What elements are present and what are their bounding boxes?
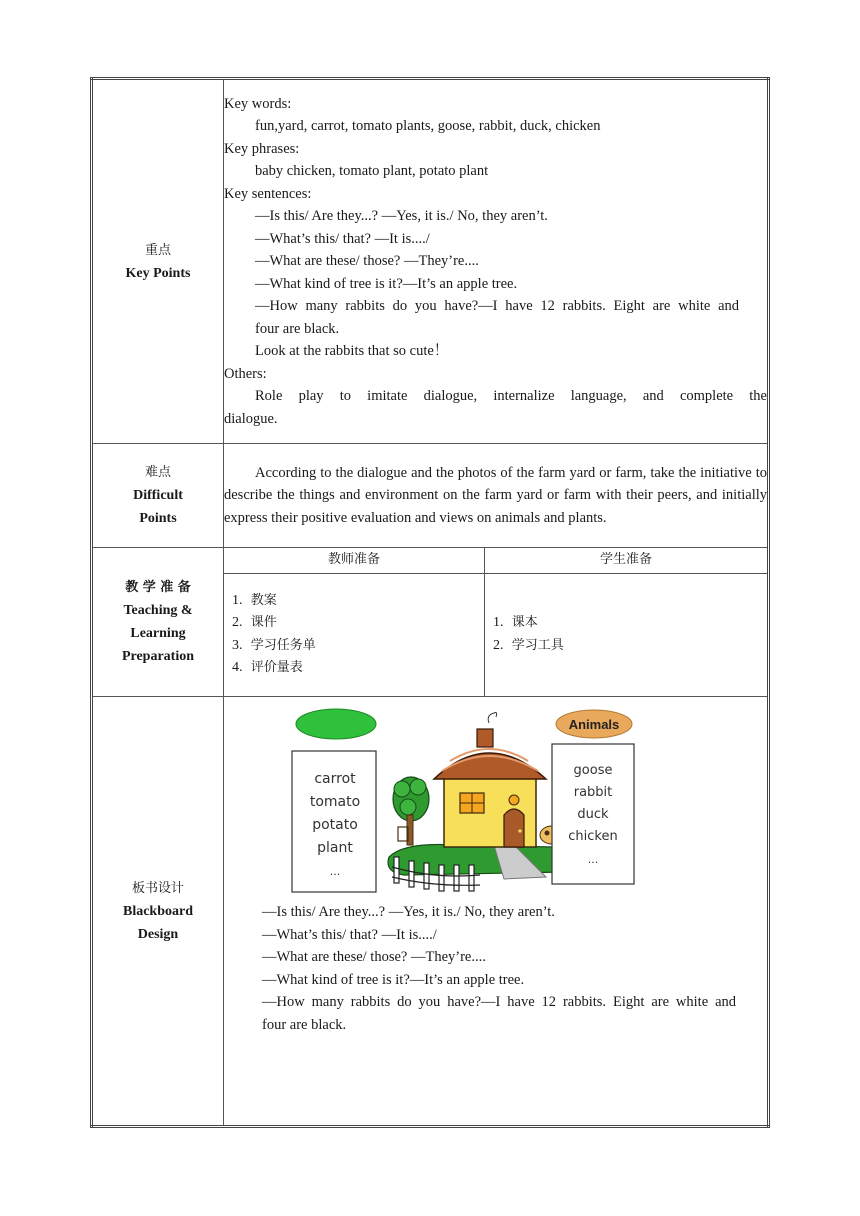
plants-word: plant xyxy=(317,840,353,856)
blackboard-row xyxy=(92,697,769,1127)
plants-word: ... xyxy=(329,865,341,878)
plants-word: carrot xyxy=(314,771,356,787)
list-item: 3. 学习任务单 xyxy=(232,637,316,653)
plants-oval xyxy=(296,709,376,739)
difficult-points-label xyxy=(92,444,224,548)
key-phrases-text: baby chicken, tomato plant, potato plant xyxy=(255,163,489,180)
animals-word: rabbit xyxy=(573,785,613,800)
blackboard-label-en: Design xyxy=(137,926,179,942)
blackboard-label-cn: 板书设计 xyxy=(131,880,184,896)
key-sentence: four are black. xyxy=(255,320,340,337)
key-points-content xyxy=(224,79,769,444)
list-item: 1. 教案 xyxy=(232,592,277,608)
key-phrases-heading: Key phrases: xyxy=(224,140,300,157)
blackboard-sentence: —What are these/ those? —They’re.... xyxy=(262,949,486,965)
others-line: Role play to imitate dialogue, internalize language, and complete the xyxy=(255,388,767,405)
blackboard-sentence: —How many rabbits do you have?—I have 12 rabbits. Eight are white and xyxy=(262,994,736,1010)
blackboard-sentence: —What kind of tree is it?—It’s an apple tree. xyxy=(262,971,525,988)
animals-word: duck xyxy=(577,807,609,822)
key-sentence: Look at the rabbits that so cute！ xyxy=(255,343,449,360)
key-points-row xyxy=(92,79,769,444)
plants-word: tomato xyxy=(309,794,361,810)
key-words-text: fun,yard, carrot, tomato plants, goose, rabbit, duck, chicken xyxy=(255,118,601,135)
blackboard-sentence: four are black. xyxy=(262,1016,347,1033)
key-words-heading: Key words: xyxy=(224,95,292,112)
teacher-prep-list xyxy=(224,573,485,696)
key-points-label-en: Key Points xyxy=(125,265,191,281)
blackboard-sentences xyxy=(262,901,736,1036)
preparation-content xyxy=(224,548,769,697)
animals-title: Animals xyxy=(568,717,620,732)
animals-word: goose xyxy=(573,763,613,778)
key-sentence: —What’s this/ that? —It is..../ xyxy=(255,230,430,247)
list-item: 4. 评价量表 xyxy=(232,660,303,676)
preparation-label-en: Preparation xyxy=(121,649,195,664)
key-sentence: —What kind of tree is it?—It’s an apple tree. xyxy=(255,275,518,292)
student-prep-heading: 学生准备 xyxy=(485,548,768,573)
key-sentence: —What are these/ those? —They’re.... xyxy=(255,253,479,270)
list-item: 1. 课本 xyxy=(493,615,538,631)
animals-word: ... xyxy=(587,853,599,866)
others-line: dialogue. xyxy=(224,410,278,427)
key-sentences-heading: Key sentences: xyxy=(224,185,312,202)
blackboard-label xyxy=(92,697,224,1127)
animals-word: chicken xyxy=(568,829,618,844)
blackboard-label-en: Blackboard xyxy=(122,903,193,919)
difficult-points-row xyxy=(92,444,769,548)
preparation-subtable xyxy=(224,548,767,696)
key-sentence: —How many rabbits do you have?—I have 12 rabbits. Eight are white and xyxy=(255,298,739,315)
blackboard-sentence: —What’s this/ that? —It is..../ xyxy=(262,926,437,943)
difficult-points-label-en: Difficult xyxy=(133,488,183,503)
lesson-plan-table xyxy=(90,77,770,1128)
preparation-row xyxy=(92,548,769,697)
key-sentence: —Is this/ Are they...? —Yes, it is./ No, they aren’t. xyxy=(255,208,548,225)
lesson-plan-page xyxy=(90,77,770,1128)
preparation-label-cn: 教 学 准 备 xyxy=(125,580,191,595)
list-item: 2. 学习工具 xyxy=(493,637,564,653)
list-item: 2. 课件 xyxy=(232,615,277,631)
student-prep-list xyxy=(485,573,768,696)
key-points-label xyxy=(92,79,224,444)
teacher-prep-heading: 教师准备 xyxy=(224,548,485,573)
key-points-label-cn: 重点 xyxy=(144,242,171,258)
preparation-label-en: Learning xyxy=(130,626,186,641)
blackboard-illustration xyxy=(284,707,654,897)
blackboard-sentence: —Is this/ Are they...? —Yes, it is./ No, they aren’t. xyxy=(262,904,555,920)
difficult-points-label-cn: 难点 xyxy=(144,465,171,480)
blackboard-content xyxy=(224,697,769,1127)
preparation-label-en: Teaching & xyxy=(123,603,193,618)
difficult-points-label-en: Points xyxy=(139,511,177,526)
difficult-points-content xyxy=(224,444,769,548)
difficult-points-text: According to the dialogue and the photos of the farm yard or farm, take the initiative to describe the things and environment on the farm yard or farm with their peers, and initially express their positive evaluation and views on animals and plants. xyxy=(224,464,767,526)
plants-word: potato xyxy=(312,817,358,833)
house-illustration xyxy=(388,713,572,892)
others-heading: Others: xyxy=(224,365,267,382)
preparation-label xyxy=(92,548,224,697)
